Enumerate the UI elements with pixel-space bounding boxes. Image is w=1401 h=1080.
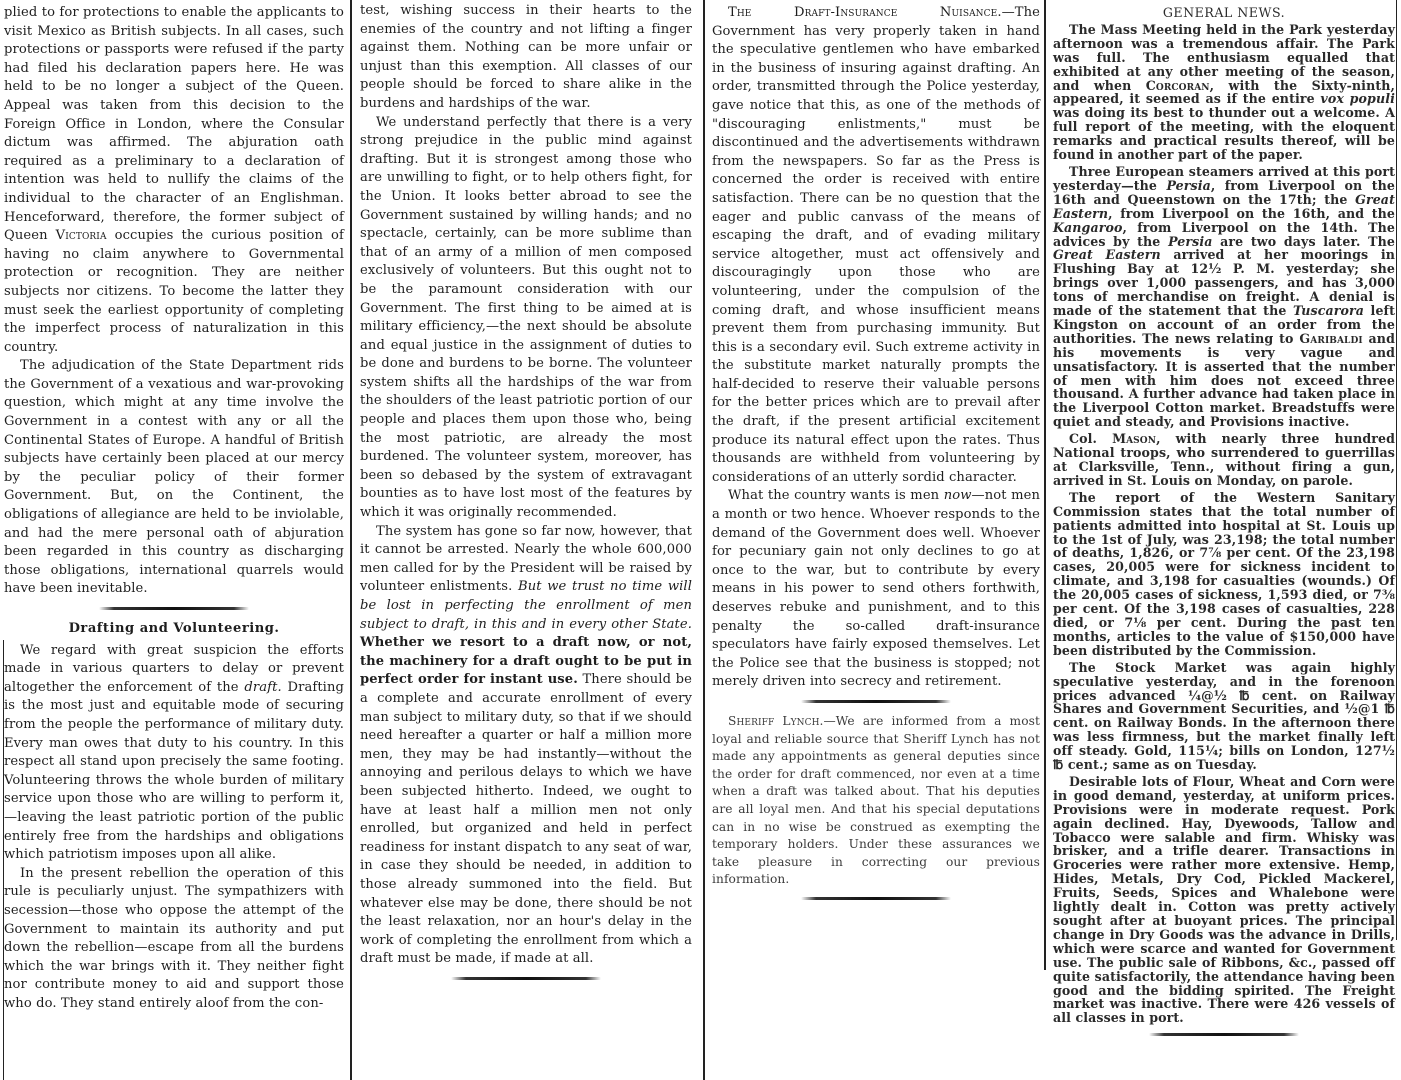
column-4: [1053, 0, 1395, 1046]
paragraph: What the country wants is men now—not men a month or two hence. Whoever responds to the demand of the Government does well. Whoever for pecuniary gain not only declines to go at once to the war, but to contribute by every means in his power to send others forthwith, deserves rebuke and punishment, and to this penalty the so-called draft-insurance speculators have fairly exposed themselves. Let the Police see that the business is stopped; not merely driven into secrecy and retirement.: [712, 488, 1040, 690]
paragraph: The system has gone so far now, however, that it cannot be arrested. Nearly the whole 600,000 men called for by the President will be raised by volunteer enlistments. But we trust no time will be lost in perfecting the enrollment of men subject to draft, in this and in every other State. Whether we resort to a draft now, or not, the machinery for a draft ought to be put in perfect order for instant use. There should be a complete and accurate enrollment of every man subject to military duty, so that if we should need hereafter a quarter or half a million more men, they may be had instantly—without the annoying and perilous delays to which we have been subjected hitherto. Indeed, we ought to have at least half a million men not only enrolled, but organized and held in perfect readiness for instant dispatch to any seat of war, in case they should be needed, in addition to those already summoned into the field. But whatever else may be done, there should be not the least relaxation, nor an hour's delay in the work of completing the enrollment from which a draft must be made, if made at all.: [360, 523, 692, 967]
column-3: [712, 0, 1040, 910]
column-rule: [703, 0, 705, 1080]
name-victoria: Victoria: [55, 228, 107, 244]
paragraph: The Mass Meeting held in the Park yesterday afternoon was a tremendous affair. The Park was full. The enthusiasm equalled that exhibited at any other meeting of the season, and when Corcoran, with the Sixty-ninth, appeared, it seemed as if the entire vox populi was doing its best to thunder out a welcome. A full report of the meeting, with the eloquent remarks and practical results thereof, will be found in another part of the paper.: [1053, 21, 1395, 163]
paragraph: Desirable lots of Flour, Wheat and Corn were in good demand, yesterday, at uniform prices. Provisions were in moderate request. Pork again declined. Hay, Dyewoods, Tallow and Tobacco were salable and firm. Whisky was brisker, and a trifle dearer. Transactions in Groceries were rather more extensive. Hemp, Hides, Metals, Dry Cod, Pickled Mackerel, Fruits, Seeds, Spices and Whalebone were lightly dealt in. Cotton was pretty actively sought after at buoyant prices. The principal change in Dry Goods was the advance in Drills, which were scarce and wanted for Government use. The public sale of Ribbons, &c., passed off quite satisfactorily, the attendance having been good and the bidding spirited. The Freight market was inactive. There were 426 vessels of all classes in port.: [1053, 773, 1395, 1026]
paragraph: test, wishing success in their hearts to the enemies of the country and not lifting a finger against them. Nothing can be more unfair or unjust than this exemption. All classes of our people should be forced to share alike in the burdens and hardships of the war.: [360, 3, 692, 111]
section-separator: [451, 977, 601, 980]
paragraph: We regard with great suspicion the efforts made in various quarters to delay or prevent altogether the enforcement of the draft. Drafting is the most just and equitable mode of securing from the people the performance of military duty. Every man owes that duty to his country. In this respect all stand upon precisely the same footing. Volunteering throws the whole burden of military service upon those who are willing to perform it,—leaving the least patriotic portion of the public entirely free from the hardships and obligations which patriotism imposes upon all alike.: [4, 642, 344, 863]
article-heading: Drafting and Volunteering.: [68, 621, 280, 636]
section-separator: [801, 897, 951, 900]
column-rule: [1044, 0, 1046, 970]
paragraph: We understand perfectly that there is a very strong prejudice in the public mind against drafting. But it is strongest among those who are unwilling to fight, or to help others fight, for the Union. It looks better abroad to see the Government sustained by willing hands; and no spectacle, certainly, can be more sublime than that of an army of a million of men composed exclusively of volunteers. But this ought not to be the paramount consideration with our Government. The first thing to be aimed at is military efficiency,—the next should be absolute and equal justice in the assignment of duties to be done and burdens to be borne. The volunteer system shifts all the hardships of the war from the shoulders of the least patriotic portion of our people and places them upon those who, being the most patriotic, are already the most burdened. The volunteer system, moreover, has been so debased by the system of extravagant bounties as to have lost most of the features by which it was originally recommended.: [360, 114, 692, 521]
section-heading: GENERAL NEWS.: [1162, 5, 1286, 20]
paragraph: The adjudication of the State Department rids the Government of a vexatious and war-provoking question, which might at any time involve the Government in a contest with any or all the Continental States of Europe. A handful of British subjects have certainly been placed at our mercy by the peculiar policy of their former Government. But, on the Continent, the obligations of allegiance are held to be inviolable, and had the mere personal oath of abjuration been regarded in this country as discharging those obligations, international quarrels would have been inevitable.: [4, 358, 344, 597]
paragraph: plied to for protections to enable the applicants to visit Mexico as British subjects. In all cases, such protections or passports were refused if the party had filed his declaration papers here. He was held to be no longer a subject of the Queen. Appeal was taken from this decision to the Foreign Office in London, where the Consular dictum was affirmed. The abjuration oath required as a preliminary to a declaration of intention was held to nullify the claims of the individual to the character of an Englishman. Henceforward, therefore, the former subject of Queen Victoria occupies the curious position of having no claim anywhere to Governmental protection or recognition. They are neither subjects nor citizens. To become the latter they must seek the earliest opportunity of completing the imperfect process of naturalization in this country.: [4, 5, 344, 355]
section-separator: [1149, 1033, 1299, 1036]
paragraph: Three European steamers arrived at this port yesterday—the Persia, from Liverpool on the 16th and Queenstown on the 17th; the Great Eastern, from Liverpool on the 16th, and the Kangaroo, from Liverpool on the 14th. The advices by the Persia are two days later. The Great Eastern arrived at her moorings in Flushing Bay at 12½ P. M. yesterday; she brings over 1,000 passengers, and has 3,000 tons of merchandise on freight. A denial is made of the statement that the Tuscarora left Kingston on account of an order from the authorities. The news relating to Garibaldi and his movements is very vague and unsatisfactory. It is asserted that the number of men with him does not exceed three thousand. A further advance had taken place in the Liverpool Cotton market. Breadstuffs were quiet and steady, and Provisions inactive.: [1053, 163, 1395, 430]
paragraph: The Draft-Insurance Nuisance.—The Government has very properly taken in hand the speculative gentlemen who have embarked in the business of insuring against drafting. An order, transmitted through the Police yesterday, gave notice that this, as one of the methods of "discouraging enlistments," must be discontinued and the advertisements withdrawn from the newspapers. So far as the Press is concerned the order is received with entire satisfaction. There can be no question that the eager and public canvass of the means of escaping the draft, and of evading military service altogether, must act offensively and discouragingly upon those who are volunteering, under the compulsion of the coming draft, and whose insufficient means prevent them from purchasing immunity. But this is a secondary evil. Such extreme activity in the substitute market naturally prompts the half-decided to reserve their valuable persons for the better prices which are to prevail after the draft, if the present artificial excitement produce its natural effect upon the rates. Thus thousands are withheld from volunteering by considerations of an utterly sordid character.: [712, 5, 1040, 485]
column-1: [4, 0, 344, 1013]
paragraph: The Stock Market was again highly speculative yesterday, and in the forenoon prices advanced ¼@½ ℔ cent. on Railway Shares and Government Securities, and ½@1 ℔ cent. on Railway Bonds. In the afternoon there was less firmness, but the market finally left off steady. Gold, 115¼; bills on London, 127½ ℔ cent.; same as on Tuesday.: [1053, 659, 1395, 773]
column-rule: [1396, 0, 1397, 940]
paragraph: Sheriff Lynch.—We are informed from a most loyal and reliable source that Sheriff Lynch has not made any appointments as general deputies since the order for draft commenced, nor even at a time when a draft was talked about. That his deputies are all loyal men. And that his special deputations can in no wise be construed as exempting the temporary holders. Under these assurances we take pleasure in correcting our previous information.: [712, 713, 1040, 887]
paragraph: Col. Mason, with nearly three hundred National troops, who surrendered to guerrillas at Clarksville, Tenn., without firing a gun, arrived in St. Louis on Monday, on parole.: [1053, 431, 1395, 488]
section-separator: [99, 607, 249, 610]
section-separator: [801, 700, 951, 703]
paragraph: In the present rebellion the operation of this rule is peculiarly unjust. The sympathizers with secession—those who oppose the attempt of the Government to maintain its authority and put down the rebellion—escape from all the burdens which the war brings with it. They neither fight nor contribute money to aid and support those who do. They stand entirely aloof from the con-: [4, 865, 344, 1011]
column-rule: [350, 0, 352, 1080]
article-title: The Draft-Insurance Nuisance.: [728, 5, 1002, 20]
article-title: Sheriff Lynch.: [728, 713, 824, 728]
column-2: [360, 0, 692, 990]
paragraph: The report of the Western Sanitary Commission states that the total number of patients admitted into hospital at St. Louis up to the 1st of July, was 23,198; the total number of deaths, 1,826, or 7⅞ per cent. Of the 23,198 cases, 20,005 were for sickness incident to climate, and 3,198 for casualties (wounds.) Of the 20,005 cases of sickness, 1,593 died, or 7⅜ per cent. Of the 3,198 cases of casualties, 228 died, or 7⅛ per cent. During the past ten months, articles to the value of $150,000 have been distributed by the Commission.: [1053, 489, 1395, 658]
